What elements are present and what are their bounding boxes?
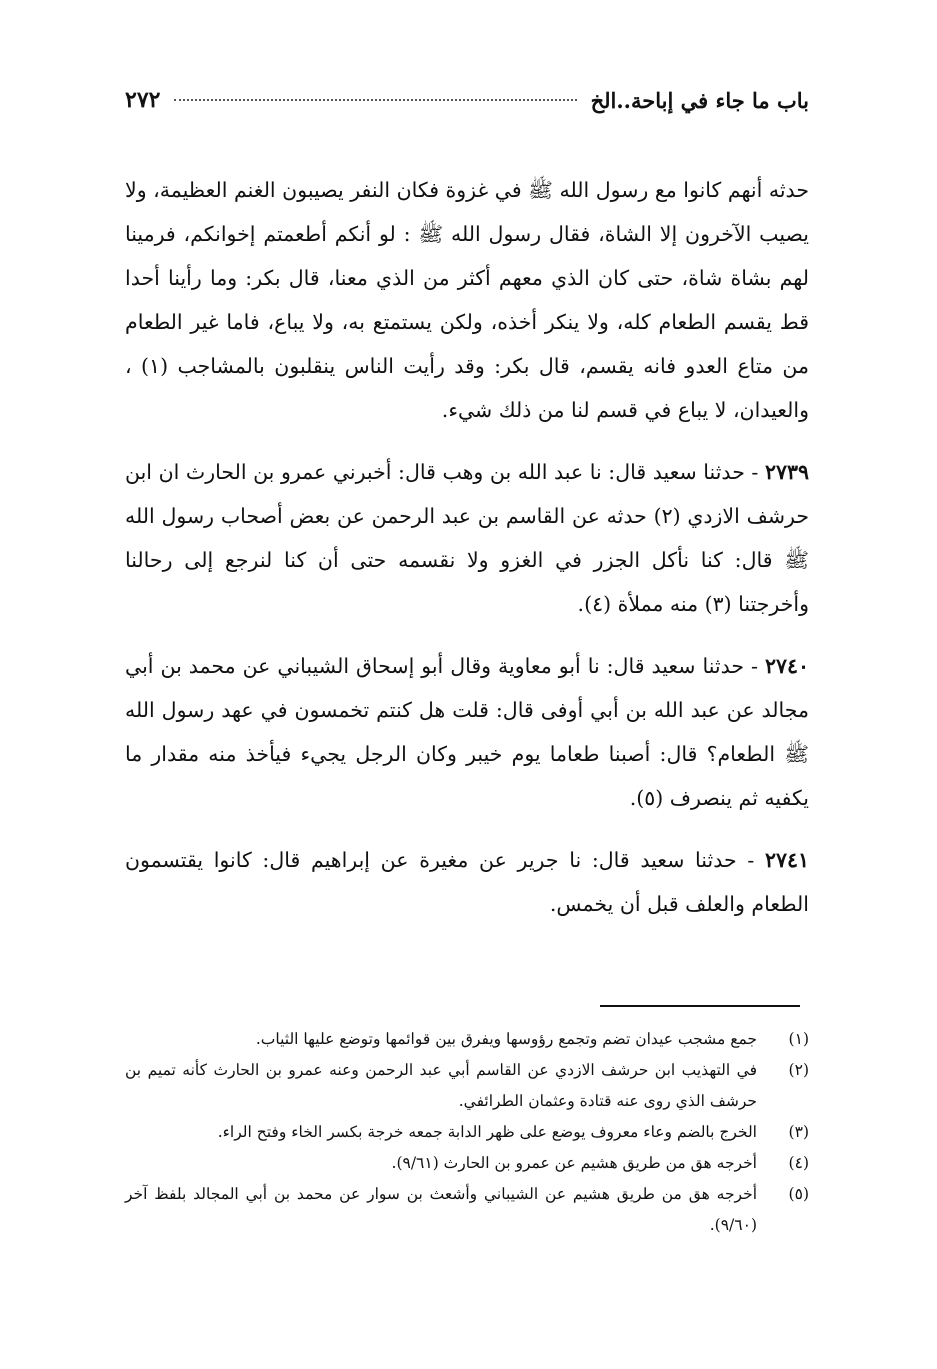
footnote-number: (٤) <box>788 1154 809 1172</box>
hadith-2741 <box>125 838 809 926</box>
footnote-text: أخرجه هق من طريق هشيم عن الشيباني وأشعث بن سوار عن محمد بن أبي المجالد بلفظ آخر (٩/٦٠). <box>125 1185 757 1234</box>
paragraph-continuation <box>125 168 809 432</box>
paragraph-text: - حدثنا سعيد قال: نا عبد الله بن وهب قال: أخبرني عمرو بن الحارث ان ابن حرشف الازدي (٢) حدثه عن القاسم بن عبد الرحمن عن بعض أصحاب رسول الله ﷺ قال: كنا نأكل الجزر في الغزو ولا نقسمه حتى أن كنا لنرجع إلى رحالنا وأخرجتنا (٣) منه مملأة (٤). <box>125 460 809 616</box>
footnotes <box>125 1024 809 1241</box>
hadith-number: ٢٧٤٠ <box>764 654 809 678</box>
footnote-number: (٥) <box>788 1185 809 1203</box>
page-number: ٢٧٢ <box>125 87 161 113</box>
footnote-text: جمع مشجب عيدان تضم وتجمع رؤوسها ويفرق بين قوائمها وتوضع عليها الثياب. <box>255 1030 757 1048</box>
main-text <box>125 168 809 926</box>
hadith-number: ٢٧٤١ <box>764 848 809 872</box>
paragraph-text: - حدثنا سعيد قال: نا أبو معاوية وقال أبو إسحاق الشيباني عن محمد بن أبي مجالد عن عبد الله بن أبي أوفى قال: قلت هل كنتم تخمسون في عهد رسول الله ﷺ الطعام؟ قال: أصبنا طعاما يوم خيبر وكان الرجل يجيء فيأخذ منه مقدار ما يكفيه ثم ينصرف (٥). <box>125 654 809 810</box>
running-title: باب ما جاء في إباحة..الخ <box>590 87 809 113</box>
footnote-text: أخرجه هق من طريق هشيم عن عمرو بن الحارث (٩/٦١). <box>391 1154 757 1172</box>
footnote-text: في التهذيب ابن حرشف الازدي عن القاسم أبي عبد الرحمن وعنه عمرو بن الحارث كأنه تميم بن حرشف الذي روى عنه قتادة وعثمان الطرائفي. <box>125 1061 757 1110</box>
footnote-number: (٢) <box>788 1061 809 1079</box>
hadith-number: ٢٧٣٩ <box>764 460 809 484</box>
footnote-5 <box>125 1179 809 1241</box>
footnote-3 <box>125 1117 809 1148</box>
footnote-text: الخرج بالضم وعاء معروف يوضع على ظهر الدابة جمعه خرجة بكسر الخاء وفتح الراء. <box>217 1123 757 1141</box>
header-dotted-leader <box>174 99 576 101</box>
footnote-number: (٣) <box>788 1123 809 1141</box>
footnote-1 <box>125 1024 809 1055</box>
footnote-2 <box>125 1055 809 1117</box>
footnote-number: (١) <box>788 1030 809 1048</box>
page-header <box>125 80 809 120</box>
paragraph-text: حدثه أنهم كانوا مع رسول الله ﷺ في غزوة فكان النفر يصيبون الغنم العظيمة، ولا يصيب الآخرون إلا الشاة، فقال رسول الله ﷺ : لو أنكم أطعمتم إخوانكم، فرمينا لهم بشاة شاة، حتى كان الذي معهم أكثر من الذي معنا، قال بكر: وما رأينا أحدا قط يقسم الطعام كله، ولا ينكر أخذه، ولكن يستمتع به، ولا يباع، فاما غير الطعام من متاع العدو فانه يقسم، قال بكر: وقد رأيت الناس ينقلبون بالمشاجب (١) ، والعيدان، لا يباع في قسم لنا من ذلك شيء. <box>125 178 809 422</box>
footnote-4 <box>125 1148 809 1179</box>
footnote-separator <box>600 1005 800 1007</box>
hadith-2739 <box>125 450 809 626</box>
hadith-2740 <box>125 644 809 820</box>
paragraph-text: - حدثنا سعيد قال: نا جرير عن مغيرة عن إبراهيم قال: كانوا يقتسمون الطعام والعلف قبل أن يخمس. <box>125 848 809 916</box>
